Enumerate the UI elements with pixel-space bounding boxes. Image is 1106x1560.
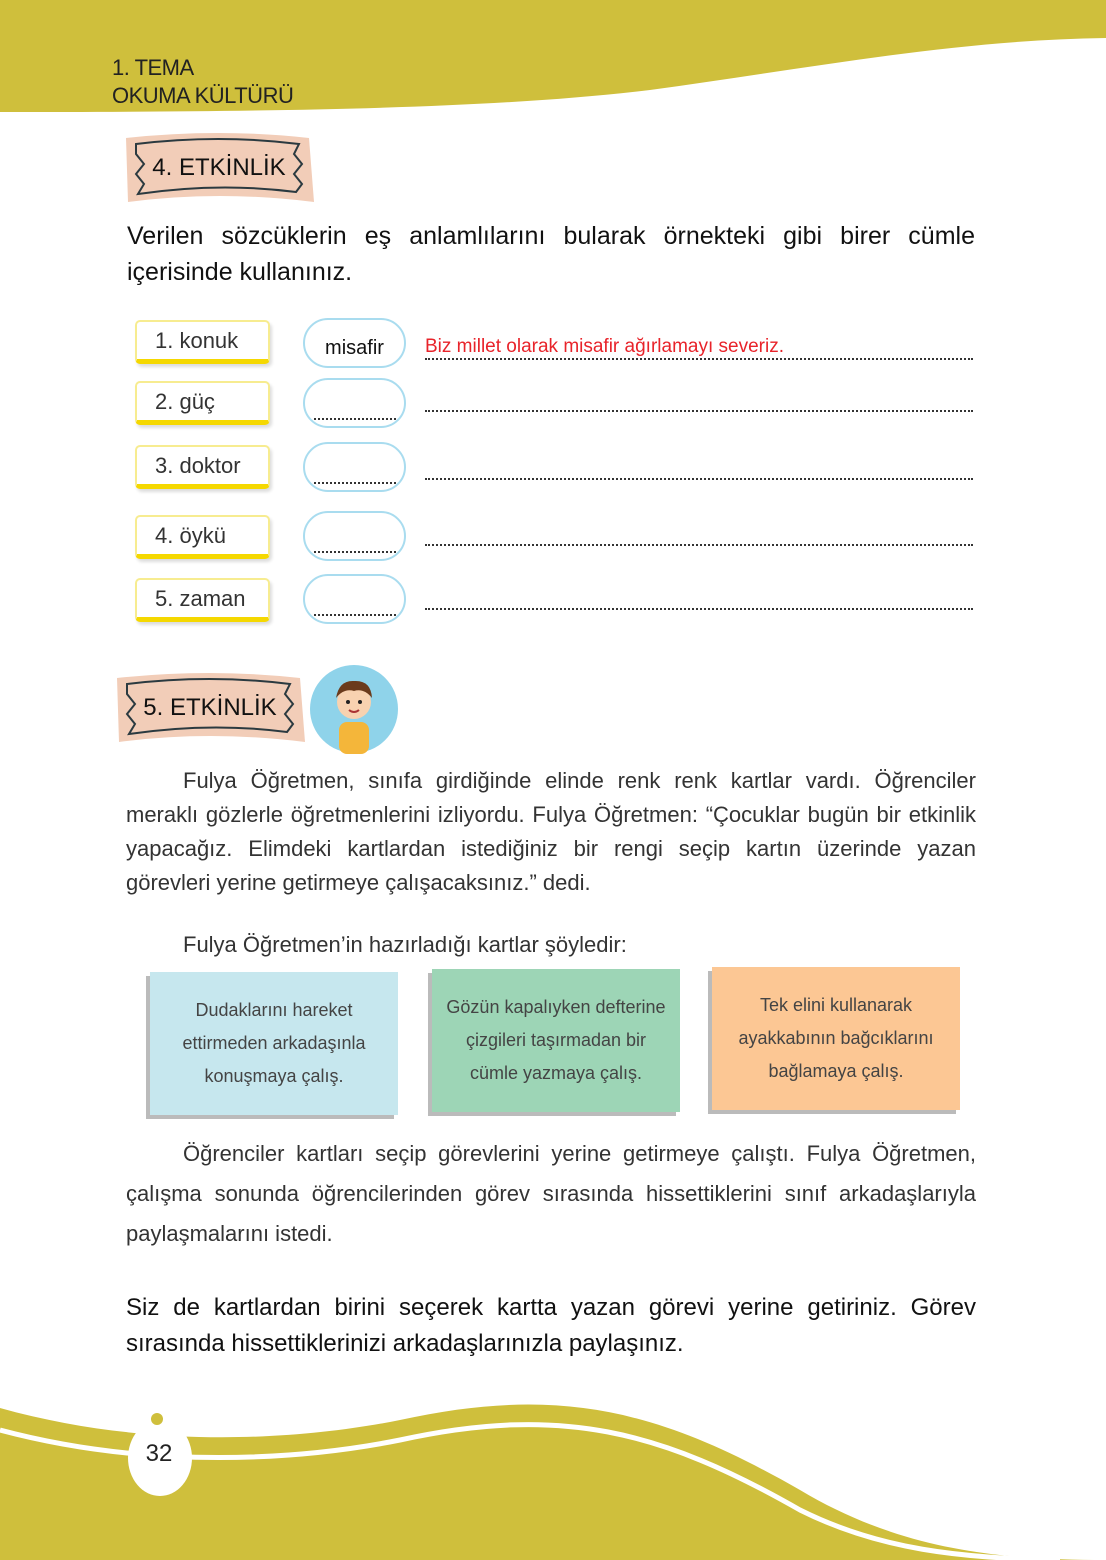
task-card-blue[interactable] <box>150 972 398 1115</box>
card-text: Tek elini kullanarak ayakkabının bağcıklarını bağlamaya çalış. <box>738 995 934 1081</box>
theme-number: 1. TEMA <box>112 55 194 80</box>
theme-title: OKUMA KÜLTÜRÜ <box>112 83 294 108</box>
footer-wave <box>0 1380 1106 1560</box>
story-paragraph-2: Fulya Öğretmen’in hazırladığı kartlar şöyledir: <box>183 932 627 957</box>
word-box: 1. konuk <box>135 320 270 364</box>
sentence-line[interactable] <box>425 522 973 546</box>
activity5-task: Siz de kartlardan birini seçerek kartta yazan görevi yerine getiriniz. Görev sırasında hissettiklerinizi arkadaşlarınızla paylaşınız. <box>126 1294 976 1357</box>
synonym-oval[interactable] <box>303 511 406 561</box>
story-paragraph-3: Öğrenciler kartları seçip görevlerini yerine getirmeye çalıştı. Fulya Öğretmen, çalışma sonunda öğrencilerinden görev sırasında hissettiklerini sınıf arkadaşlarıyla paylaşmalarını istedi. <box>126 1141 976 1246</box>
activity4-title: 4. ETKİNLİK <box>152 154 286 181</box>
story-paragraph-1: Fulya Öğretmen, sınıfa girdiğinde elinde renk renk kartlar vardı. Öğrenciler meraklı gözlerle öğretmenlerini izliyordu. Fulya Öğretmen: “Çocuklar bugün bir etkinlik yapacağız. Elimdeki kartlardan istediğiniz bir rengi seçip kartın üzerinde yazan görevleri yerine getirmeye çalışacaksınız.” dedi. <box>126 768 976 895</box>
sentence-line[interactable] <box>425 586 973 610</box>
synonym-answer: misafir <box>325 337 384 359</box>
synonym-oval[interactable] <box>303 574 406 624</box>
synonym-oval[interactable] <box>303 442 406 492</box>
task-card-green[interactable] <box>432 969 680 1112</box>
sentence-line[interactable]: Biz millet olarak misafir ağırlamayı severiz. <box>425 336 973 360</box>
synonym-oval[interactable] <box>303 378 406 428</box>
boy-illustration <box>309 664 399 754</box>
card-text: Gözün kapalıyken defterine çizgileri taşırmadan bir cümle yazmaya çalış. <box>446 997 666 1083</box>
page-number: 32 <box>145 1440 173 1467</box>
word-box: 5. zaman <box>135 578 270 622</box>
sentence-line[interactable] <box>425 388 973 412</box>
word-box: 2. güç <box>135 381 270 425</box>
activity5-banner <box>115 672 305 744</box>
word-box: 4. öykü <box>135 515 270 559</box>
synonym-oval[interactable] <box>303 318 406 368</box>
activity4-instruction: Verilen sözcüklerin eş anlamlılarını bularak örnekteki gibi birer cümle içerisinde kullanınız. <box>127 222 975 286</box>
task-card-orange[interactable] <box>712 967 960 1110</box>
word-box: 3. doktor <box>135 445 270 489</box>
activity4-banner <box>124 132 314 204</box>
card-text: Dudaklarını hareket ettirmeden arkadaşınla konuşmaya çalış. <box>182 1000 366 1086</box>
sentence-line[interactable] <box>425 456 973 480</box>
activity5-title: 5. ETKİNLİK <box>143 694 277 721</box>
theme-heading <box>112 54 293 110</box>
